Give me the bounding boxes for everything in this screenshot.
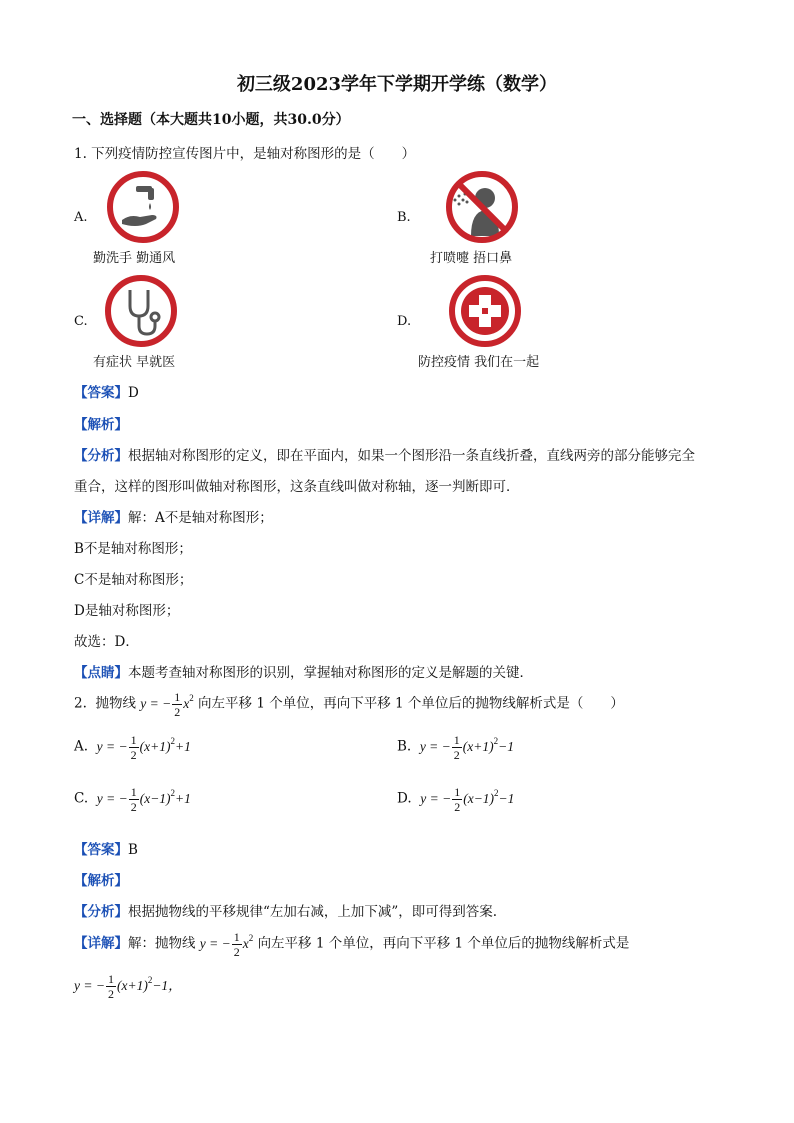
q2-answer xyxy=(74,838,138,858)
q1-detail-1 xyxy=(74,506,273,526)
option-tail: −1 xyxy=(498,738,514,754)
exponent: 2 xyxy=(248,932,254,943)
fraction xyxy=(129,785,139,814)
y-eq: y = − xyxy=(96,738,128,754)
q1-option-b-caption: 打喷嚏 捂口鼻 xyxy=(430,251,513,266)
detail-text-1: 解：A不是轴对称图形； xyxy=(128,510,273,526)
detail-label: 【详解】 xyxy=(74,935,128,952)
fenxi-label: 【分析】 xyxy=(74,904,128,920)
no-sneeze-icon xyxy=(445,170,519,244)
q2-result xyxy=(74,972,182,1001)
y-eq: y = − xyxy=(419,738,451,754)
x-var: x xyxy=(183,695,190,711)
q1-answer xyxy=(74,381,139,401)
y-eq: y = − xyxy=(96,790,128,806)
y-eq: y = − xyxy=(199,935,231,951)
fraction-num: 1 xyxy=(107,972,114,986)
fraction-den: 2 xyxy=(130,800,137,814)
answer-value: D xyxy=(128,385,139,401)
option-inner: (x+1) xyxy=(139,738,171,754)
exponent: 2 xyxy=(170,735,175,746)
option-inner: (x+1) xyxy=(462,738,494,754)
q2-detail xyxy=(74,930,629,959)
q2-parabola-formula xyxy=(140,690,194,719)
exponent: 2 xyxy=(189,692,194,703)
detail-label: 【详解】 xyxy=(74,510,128,526)
q1-option-c-caption: 有症状 早就医 xyxy=(93,355,176,370)
exponent: 2 xyxy=(170,787,176,798)
fenxi-label: 【分析】 xyxy=(74,448,128,464)
fraction xyxy=(452,785,462,814)
detail-formula xyxy=(199,930,254,959)
q1-fenxi-1 xyxy=(74,444,695,464)
q1-analysis-label: 【解析】 xyxy=(74,417,128,433)
x-var: x xyxy=(242,935,249,951)
option-formula xyxy=(96,733,191,762)
detail-post: 向左平移 1 个单位，再向下平移 1 个单位后的抛物线解析式是 xyxy=(257,935,630,952)
q2-stem-pre: 抛物线 xyxy=(95,695,136,712)
fraction xyxy=(129,733,139,762)
option-letter: B. xyxy=(397,738,412,755)
q1-option-d-caption: 防控疫情 我们在一起 xyxy=(418,355,540,370)
exponent: 2 xyxy=(493,735,499,746)
fenxi-text: 根据抛物线的平移规律“左加右减，上加下减”，即可得到答案. xyxy=(128,904,498,920)
fenxi-text-1: 根据轴对称图形的定义，即在平面内，如果一个图形沿一条直线折叠，直线两旁的部分能够完全 xyxy=(128,448,695,464)
q1-detail-5: 故选：D． xyxy=(74,634,139,650)
q1-detail-4: D是轴对称图形； xyxy=(74,603,180,619)
q1-detail-2: B不是轴对称图形； xyxy=(74,541,192,557)
result-inner: (x+1) xyxy=(116,977,148,993)
detail-pre: 解：抛物线 xyxy=(128,935,196,952)
option-inner: (x−1) xyxy=(139,790,171,806)
q1-option-c-letter: C. xyxy=(74,314,88,329)
fraction xyxy=(452,733,462,762)
q1-option-b-letter: B. xyxy=(397,210,411,225)
hand-wash-icon xyxy=(106,170,180,244)
dianjing-label: 【点睛】 xyxy=(74,665,128,681)
q1-stem: 1. 下列疫情防控宣传图片中，是轴对称图形的是（ ） xyxy=(74,146,416,162)
answer-label: 【答案】 xyxy=(74,842,128,858)
option-letter: C. xyxy=(74,790,89,807)
option-tail: −1 xyxy=(498,790,515,806)
q2-option-a xyxy=(74,733,191,762)
fraction-num: 1 xyxy=(130,785,137,799)
option-tail: +1 xyxy=(174,738,191,754)
q2-number: 2. xyxy=(74,695,87,712)
fraction-num: 1 xyxy=(454,785,461,799)
fraction xyxy=(232,930,242,959)
y-eq: y = − xyxy=(74,977,105,993)
option-tail: +1 xyxy=(175,790,191,806)
option-inner: (x−1) xyxy=(463,790,495,806)
q1-option-a-letter: A. xyxy=(74,210,88,225)
exponent: 2 xyxy=(147,974,153,985)
fraction-num: 1 xyxy=(174,690,181,704)
option-letter: A. xyxy=(74,738,89,755)
q1-option-d-letter: D. xyxy=(397,314,412,329)
dianjing-text: 本题考查轴对称图形的识别，掌握轴对称图形的定义是解题的关键． xyxy=(128,665,533,681)
y-eq: y = − xyxy=(140,695,172,711)
answer-value: B xyxy=(128,842,138,858)
exponent: 2 xyxy=(494,787,499,798)
fraction-den: 2 xyxy=(130,748,137,762)
q2-stem-post: 向左平移 1 个单位，再向下平移 1 个单位后的抛物线解析式是（ ） xyxy=(198,695,624,712)
q1-dianjing xyxy=(74,661,533,681)
q2-analysis-label: 【解析】 xyxy=(74,873,128,889)
q1-fenxi-2: 重合，这样的图形叫做轴对称图形，这条直线叫做对称轴，逐一判断即可． xyxy=(74,479,520,495)
fraction-num: 1 xyxy=(233,930,240,944)
fraction xyxy=(106,972,116,1001)
fraction-den: 2 xyxy=(453,748,460,762)
q1-option-a-caption: 勤洗手 勤通风 xyxy=(93,251,176,266)
result-formula xyxy=(74,972,182,1001)
option-letter: D. xyxy=(397,790,412,807)
q2-option-b xyxy=(397,733,514,762)
fraction-den: 2 xyxy=(454,800,461,814)
q2-fenxi xyxy=(74,900,497,920)
medical-cross-icon xyxy=(448,274,522,348)
section-heading: 一、选择题（本大题共10小题，共30.0分） xyxy=(72,112,350,128)
fraction-num: 1 xyxy=(453,733,460,747)
fraction-den: 2 xyxy=(107,987,114,1001)
y-eq: y = − xyxy=(420,790,452,806)
stethoscope-icon xyxy=(104,274,178,348)
option-formula xyxy=(96,785,191,814)
option-formula xyxy=(420,785,515,814)
fraction-den: 2 xyxy=(233,945,240,959)
answer-label: 【答案】 xyxy=(74,385,128,401)
fraction xyxy=(172,690,182,719)
result-tail: −1， xyxy=(152,977,182,993)
option-formula xyxy=(419,733,514,762)
q2-stem xyxy=(74,690,624,719)
fraction-den: 2 xyxy=(174,705,181,719)
q2-option-c xyxy=(74,785,191,814)
q1-detail-3: C不是轴对称图形； xyxy=(74,572,193,588)
fraction-num: 1 xyxy=(130,733,137,747)
page-title: 初三级2023学年下学期开学练（数学） xyxy=(236,74,558,95)
q2-option-d xyxy=(397,785,514,814)
